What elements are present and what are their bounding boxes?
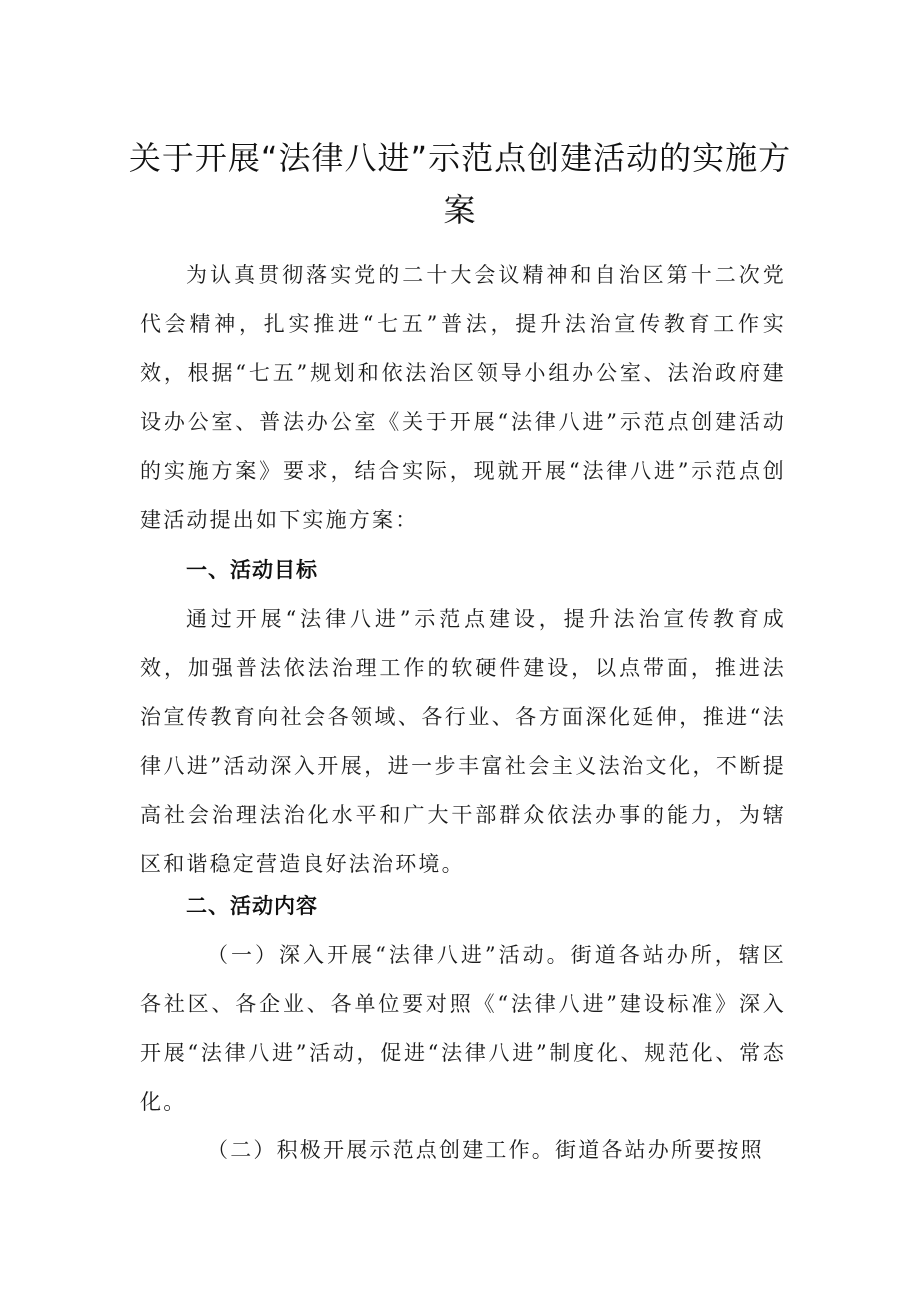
intro-paragraph: 为认真贯彻落实党的二十大会议精神和自治区第十二次党代会精神，扎实推进“七五”普法，提升法治宣传教育工作实效，根据“七五”规划和依法治区领导小组办公室、法治政府建设办公室、普法办公室《关于开展“法律八进”示范点创建活动的实施方案》要求，结合实际，现就开展“法律八进”示范点创建活动提出如下实施方案： bbox=[140, 263, 786, 532]
document-title: 关于开展“法律八进”示范点创建活动的实施方案 bbox=[128, 139, 792, 229]
content-paragraph-2: （二）积极开展示范点创建工作。街道各站办所要按照 bbox=[207, 1138, 764, 1162]
section-heading-content: 二、活动内容 bbox=[186, 894, 318, 918]
goals-paragraph: 通过开展“法律八进”示范点建设，提升法治宣传教育成效，加强普法依法治理工作的软硬件建设，以点带面，推进法治宣传教育向社会各领域、各行业、各方面深化延伸，推进“法律八进”活动深入开展，进一步丰富社会主义法治文化，不断提高社会治理法治化水平和广大干部群众依法办事的能力，为辖区和谐稳定营造良好法治环境。 bbox=[140, 607, 786, 876]
content-paragraph-1: （一）深入开展“法律八进”活动。街道各站办所，辖区各社区、各企业、各单位要对照《“法律八进”建设标准》深入开展“法律八进”活动，促进“法律八进”制度化、规范化、常态化。 bbox=[140, 943, 786, 1114]
section-heading-goals: 一、活动目标 bbox=[186, 558, 318, 582]
